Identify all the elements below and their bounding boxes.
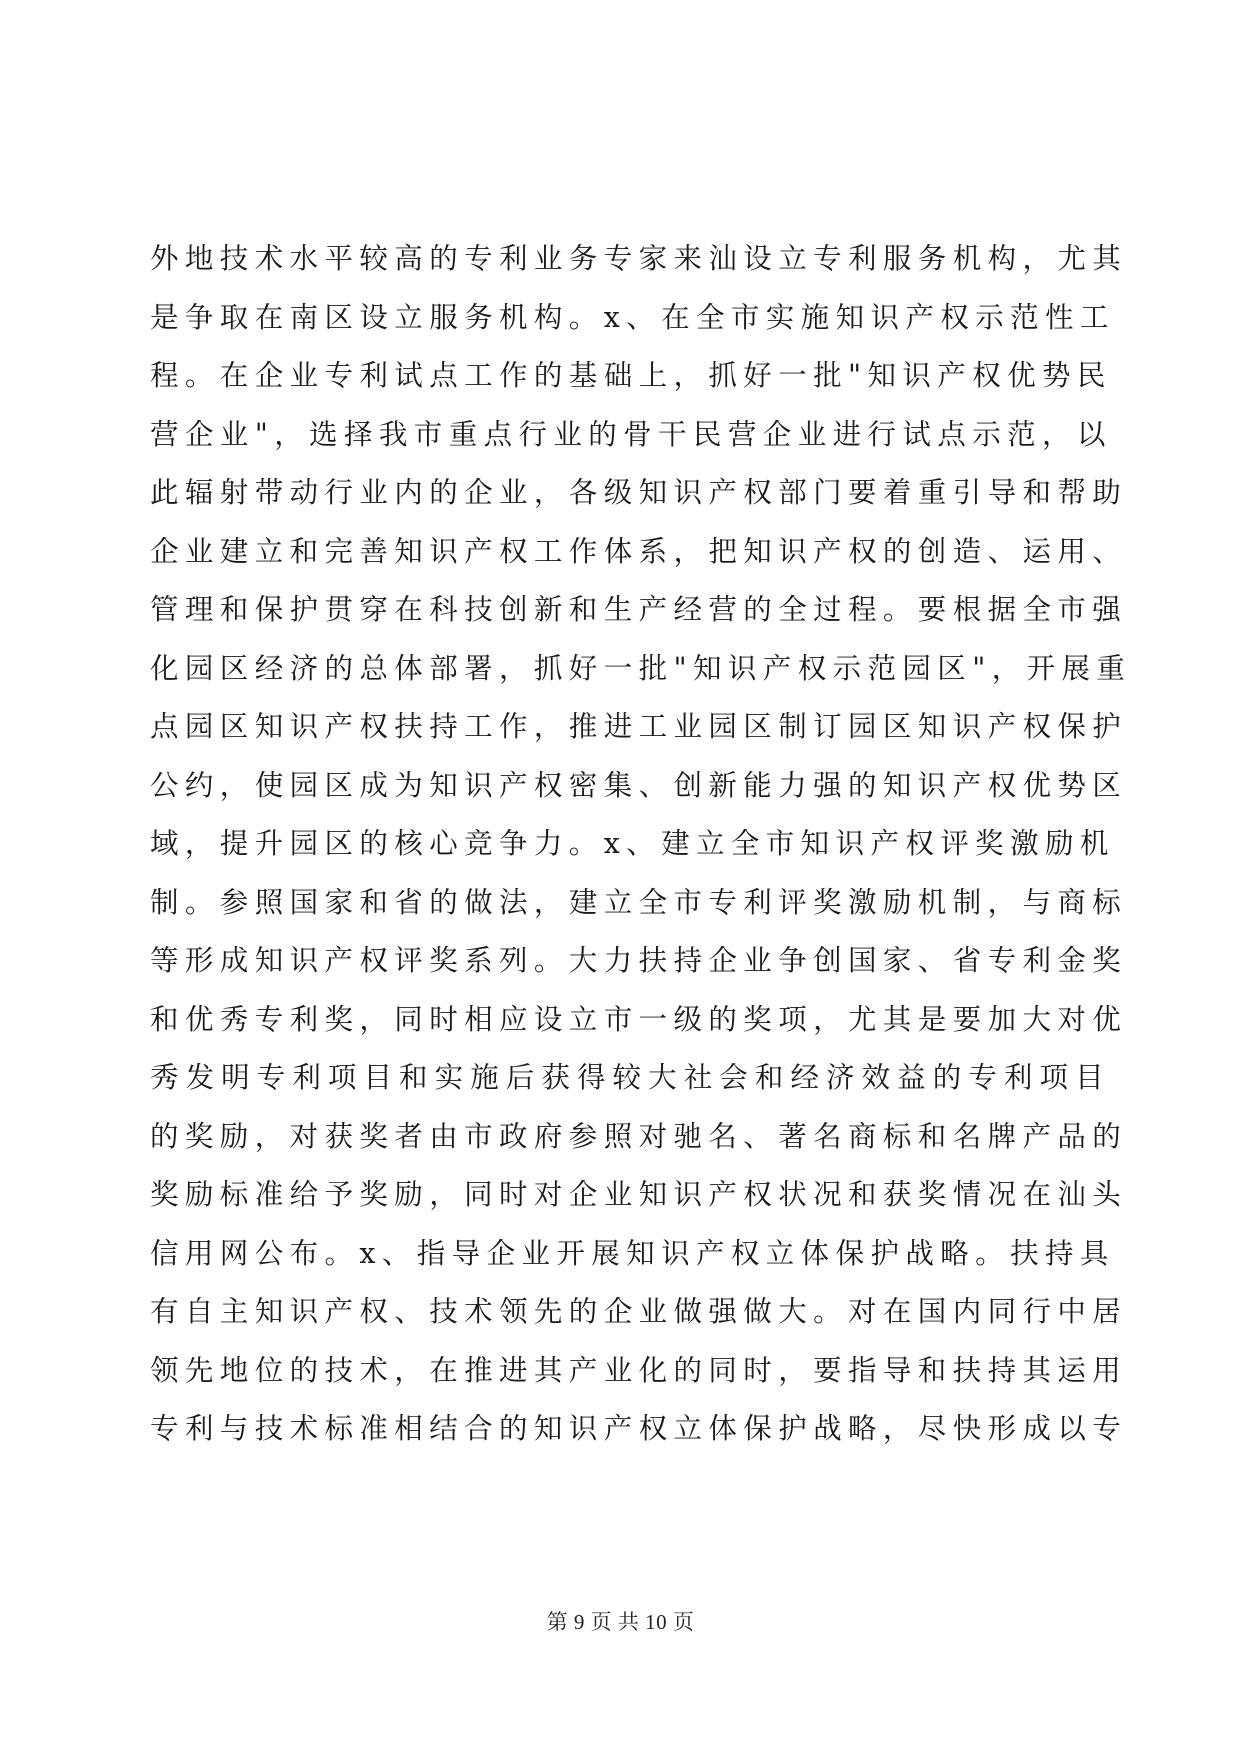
text-line: 域，提升园区的核心竞争力。x、建立全市知识产权评奖激励机 [150, 827, 1115, 860]
text-line: 的奖励，对获奖者由市政府参照对驰名、著名商标和名牌产品的 [150, 1119, 1128, 1153]
text-line: 公约，使园区成为知识产权密集、创新能力强的知识产权优势区 [150, 768, 1128, 802]
text-line: 等形成知识产权评奖系列。大力扶持企业争创国家、省专利金奖 [150, 944, 1128, 977]
text-line: 领先地位的技术，在推进其产业化的同时，要指导和扶持其运用 [150, 1353, 1128, 1387]
text-line: 专利与技术标准相结合的知识产权立体保护战略，尽快形成以专 [150, 1412, 1128, 1445]
text-line: 此辐射带动行业内的企业，各级知识产权部门要着重引导和帮助 [150, 476, 1128, 509]
text-line: 营企业"，选择我市重点行业的骨干民营企业进行试点示范，以 [150, 417, 1112, 451]
text-line: 信用网公布。x、指导企业开展知识产权立体保护战略。扶持具 [150, 1236, 1115, 1270]
text-line: 奖励标准给予奖励，同时对企业知识产权状况和获奖情况在汕头 [150, 1178, 1128, 1211]
text-line: 有自主知识产权、技术领先的企业做强做大。对在国内同行中居 [150, 1295, 1128, 1328]
text-line: 秀发明专利项目和实施后获得较大社会和经济效益的专利项目 [150, 1061, 1110, 1094]
text-line: 点园区知识产权扶持工作，推进工业园区制订园区知识产权保护 [150, 710, 1128, 743]
text-line: 程。在企业专利试点工作的基础上，抓好一批"知识产权优势民 [150, 359, 1112, 392]
text-line: 化园区经济的总体部署，抓好一批"知识产权示范园区"，开展重 [150, 651, 1132, 685]
body-paragraph [150, 230, 1132, 1459]
text-line: 企业建立和完善知识产权工作体系，把知识产权的创造、运用、 [150, 534, 1128, 568]
text-line: 外地技术水平较高的专利业务专家来汕设立专利服务机构，尤其 [150, 242, 1128, 275]
text-line: 管理和保护贯穿在科技创新和生产经营的全过程。要根据全市强 [150, 593, 1128, 626]
text-line: 是争取在南区设立服务机构。x、在全市实施知识产权示范性工 [150, 300, 1115, 334]
text-line: 和优秀专利奖，同时相应设立市一级的奖项，尤其是要加大对优 [150, 1002, 1128, 1036]
text-line: 制。参照国家和省的做法，建立全市专利评奖激励机制，与商标 [150, 885, 1128, 919]
page-number-footer: 第 9 页 共 10 页 [546, 1610, 695, 1634]
